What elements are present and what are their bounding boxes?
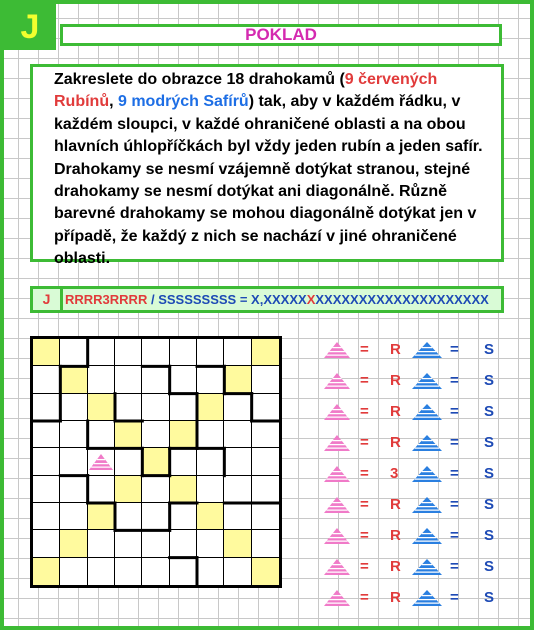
grid-cell[interactable] [252, 394, 279, 421]
legend-equals: = [450, 403, 459, 420]
grid-cell[interactable] [60, 530, 87, 557]
grid-cell[interactable] [142, 448, 169, 475]
grid-cell[interactable] [224, 394, 251, 421]
legend-ruby-value: R [390, 434, 401, 451]
grid-cell[interactable] [197, 421, 224, 448]
grid-cell[interactable] [252, 530, 279, 557]
grid-cell[interactable] [224, 448, 251, 475]
grid-cell[interactable] [88, 530, 115, 557]
instructions-text-2: , [109, 93, 118, 111]
ruby-gem-icon [89, 454, 113, 475]
grid-cell[interactable] [88, 476, 115, 503]
legend-equals: = [450, 589, 459, 606]
answer-code-label: J [33, 289, 63, 310]
ruby-gem-icon [324, 590, 350, 611]
code-blue-x: XXXXX [263, 292, 307, 307]
grid-cell[interactable] [88, 366, 115, 393]
ruby-gem-icon [324, 466, 350, 487]
grid-cell[interactable] [252, 448, 279, 475]
grid-cell[interactable] [170, 339, 197, 366]
grid-cell[interactable] [170, 421, 197, 448]
grid-cell[interactable] [33, 366, 60, 393]
legend-sapphire-value: S [484, 496, 495, 513]
grid-cell[interactable] [115, 366, 142, 393]
grid-cell[interactable] [33, 339, 60, 366]
grid-cell[interactable] [170, 530, 197, 557]
legend-ruby-value: R [390, 372, 401, 389]
grid-cell[interactable] [170, 503, 197, 530]
grid-cell[interactable] [115, 476, 142, 503]
grid-cell[interactable] [142, 421, 169, 448]
sapphire-gem-icon [412, 342, 442, 363]
grid-cell[interactable] [252, 339, 279, 366]
grid-cell[interactable] [170, 448, 197, 475]
grid-cell[interactable] [115, 558, 142, 585]
legend-sapphire-value: S [484, 434, 495, 451]
grid-cell[interactable] [60, 476, 87, 503]
ruby-gem-icon [324, 435, 350, 456]
instructions-box [30, 64, 504, 268]
grid-cell[interactable] [170, 558, 197, 585]
code-sep1: / [147, 292, 159, 307]
grid-cell[interactable] [224, 503, 251, 530]
legend-equals: = [450, 465, 459, 482]
legend-ruby-value: R [390, 589, 401, 606]
grid-cell[interactable] [33, 394, 60, 421]
grid-cell[interactable] [60, 366, 87, 393]
sapphire-gem-icon [412, 435, 442, 456]
grid-cell[interactable] [252, 421, 279, 448]
grid-cell[interactable] [60, 503, 87, 530]
legend-row [324, 340, 504, 360]
grid-cell[interactable] [142, 476, 169, 503]
grid-cell[interactable] [115, 339, 142, 366]
grid-cell[interactable] [88, 394, 115, 421]
grid-cell[interactable] [197, 558, 224, 585]
legend-equals: = [360, 527, 369, 544]
legend-sapphire-value: S [484, 341, 495, 358]
grid-cell[interactable] [33, 558, 60, 585]
ruby-gem-icon [324, 528, 350, 549]
legend-equals: = [360, 465, 369, 482]
code-red: RRRR3RRRR [65, 292, 148, 307]
grid-cell[interactable] [170, 366, 197, 393]
code-blue: SSSSSSSSS [158, 292, 237, 307]
grid-cell[interactable] [252, 558, 279, 585]
grid-cell[interactable] [170, 394, 197, 421]
legend-sapphire-value: S [484, 372, 495, 389]
grid-cell[interactable] [224, 558, 251, 585]
legend-equals: = [360, 496, 369, 513]
legend-equals: = [450, 527, 459, 544]
instructions-rubies: 9 červených Rubínů [54, 71, 438, 111]
legend-equals: = [450, 372, 459, 389]
puzzle-letter-badge: J [4, 4, 56, 50]
legend-row [324, 402, 504, 422]
grid-cell[interactable] [224, 530, 251, 557]
code-sep2: = X, [236, 292, 264, 307]
legend-equals: = [360, 372, 369, 389]
grid-cell[interactable] [60, 421, 87, 448]
grid-cell[interactable] [170, 476, 197, 503]
grid-cell[interactable] [88, 421, 115, 448]
legend-equals: = [360, 434, 369, 451]
legend-sapphire-value: S [484, 465, 495, 482]
grid-cell[interactable] [115, 421, 142, 448]
grid-cell[interactable] [115, 448, 142, 475]
grid-cell[interactable] [33, 476, 60, 503]
sapphire-gem-icon [412, 528, 442, 549]
ruby-gem-icon [324, 559, 350, 580]
grid-cell[interactable] [252, 366, 279, 393]
grid-cell[interactable] [252, 476, 279, 503]
legend-row [324, 371, 504, 391]
ruby-gem-icon [324, 342, 350, 363]
legend-equals: = [450, 496, 459, 513]
grid-cell[interactable] [33, 421, 60, 448]
grid-cell[interactable] [33, 503, 60, 530]
grid-cell[interactable] [115, 530, 142, 557]
legend-equals: = [450, 558, 459, 575]
legend-row [324, 464, 504, 484]
grid-cell[interactable] [88, 503, 115, 530]
ruby-gem-icon [324, 404, 350, 425]
legend-sapphire-value: S [484, 527, 495, 544]
grid-cell[interactable] [33, 448, 60, 475]
grid-cell[interactable] [197, 366, 224, 393]
grid-cell[interactable] [224, 339, 251, 366]
grid-cell[interactable] [142, 366, 169, 393]
grid-cell[interactable] [142, 558, 169, 585]
puzzle-title: POKLAD [60, 24, 502, 46]
legend-ruby-value: R [390, 403, 401, 420]
grid-cell[interactable] [197, 476, 224, 503]
instructions-sapphires: 9 modrých Safírů [117, 93, 249, 111]
grid-cell[interactable] [197, 503, 224, 530]
instructions-text-3: ) tak, aby v každém řádku, v každém sloupci, v každé ohraničené oblasti a na obou hlavních úhlopříčkách byl vždy jeden rubín a jeden safír. Drahokamy se nesmí vzájemně dotýkat stranou, stejné drahokamy se nesmí dotýkat ani diagonálně. Různě barevné drahokamy se mohou diagonálně dotýkat jen v případě, že každý z nich se nachází v jiné ohraničené oblasti. [54, 93, 483, 268]
grid-cell[interactable] [224, 366, 251, 393]
grid-cell[interactable] [142, 339, 169, 366]
legend-equals: = [360, 341, 369, 358]
legend-row [324, 495, 504, 515]
grid-cell[interactable] [197, 339, 224, 366]
grid-cell[interactable] [33, 530, 60, 557]
sapphire-gem-icon [412, 373, 442, 394]
ruby-gem-icon [324, 497, 350, 518]
grid-cell[interactable] [197, 530, 224, 557]
grid-cell[interactable] [88, 448, 115, 475]
grid-cell[interactable] [115, 503, 142, 530]
grid-cell[interactable] [197, 394, 224, 421]
legend-row [324, 526, 504, 546]
grid-cell[interactable] [88, 558, 115, 585]
grid-cell[interactable] [142, 394, 169, 421]
legend-equals: = [450, 341, 459, 358]
legend-equals: = [450, 434, 459, 451]
grid-cell[interactable] [142, 503, 169, 530]
legend-equals: = [360, 558, 369, 575]
grid-cell[interactable] [60, 394, 87, 421]
ruby-gem-icon [324, 373, 350, 394]
grid-cell[interactable] [60, 448, 87, 475]
legend-row [324, 588, 504, 608]
legend-ruby-value: 3 [390, 465, 399, 482]
grid-cell[interactable] [115, 394, 142, 421]
grid-cell[interactable] [252, 503, 279, 530]
puzzle-grid [30, 336, 282, 588]
grid-cell[interactable] [197, 448, 224, 475]
grid-cell[interactable] [88, 339, 115, 366]
legend-ruby-value: R [390, 558, 401, 575]
sapphire-gem-icon [412, 466, 442, 487]
code-red-x: X [306, 292, 316, 307]
sapphire-gem-icon [412, 497, 442, 518]
legend-equals: = [360, 403, 369, 420]
legend-sapphire-value: S [484, 403, 495, 420]
legend-sapphire-value: S [484, 558, 495, 575]
answer-code-bar [30, 286, 504, 313]
legend-equals: = [360, 589, 369, 606]
sapphire-gem-icon [412, 559, 442, 580]
sapphire-gem-icon [412, 404, 442, 425]
answer-code-sequence [65, 289, 489, 310]
legend-ruby-value: R [390, 527, 401, 544]
grid-cell[interactable] [224, 421, 251, 448]
grid-cell[interactable] [142, 530, 169, 557]
grid-cell[interactable] [60, 339, 87, 366]
code-rest: XXXXXXXXXXXXXXXXXXXX [315, 292, 489, 307]
legend-row [324, 557, 504, 577]
legend-ruby-value: R [390, 496, 401, 513]
sapphire-gem-icon [412, 590, 442, 611]
legend-sapphire-value: S [484, 589, 495, 606]
grid-cell[interactable] [224, 476, 251, 503]
instructions-text-1: Zakreslete do obrazce 18 drahokamů ( [54, 71, 345, 88]
legend-ruby-value: R [390, 341, 401, 358]
grid-cell[interactable] [60, 558, 87, 585]
legend-row [324, 433, 504, 453]
